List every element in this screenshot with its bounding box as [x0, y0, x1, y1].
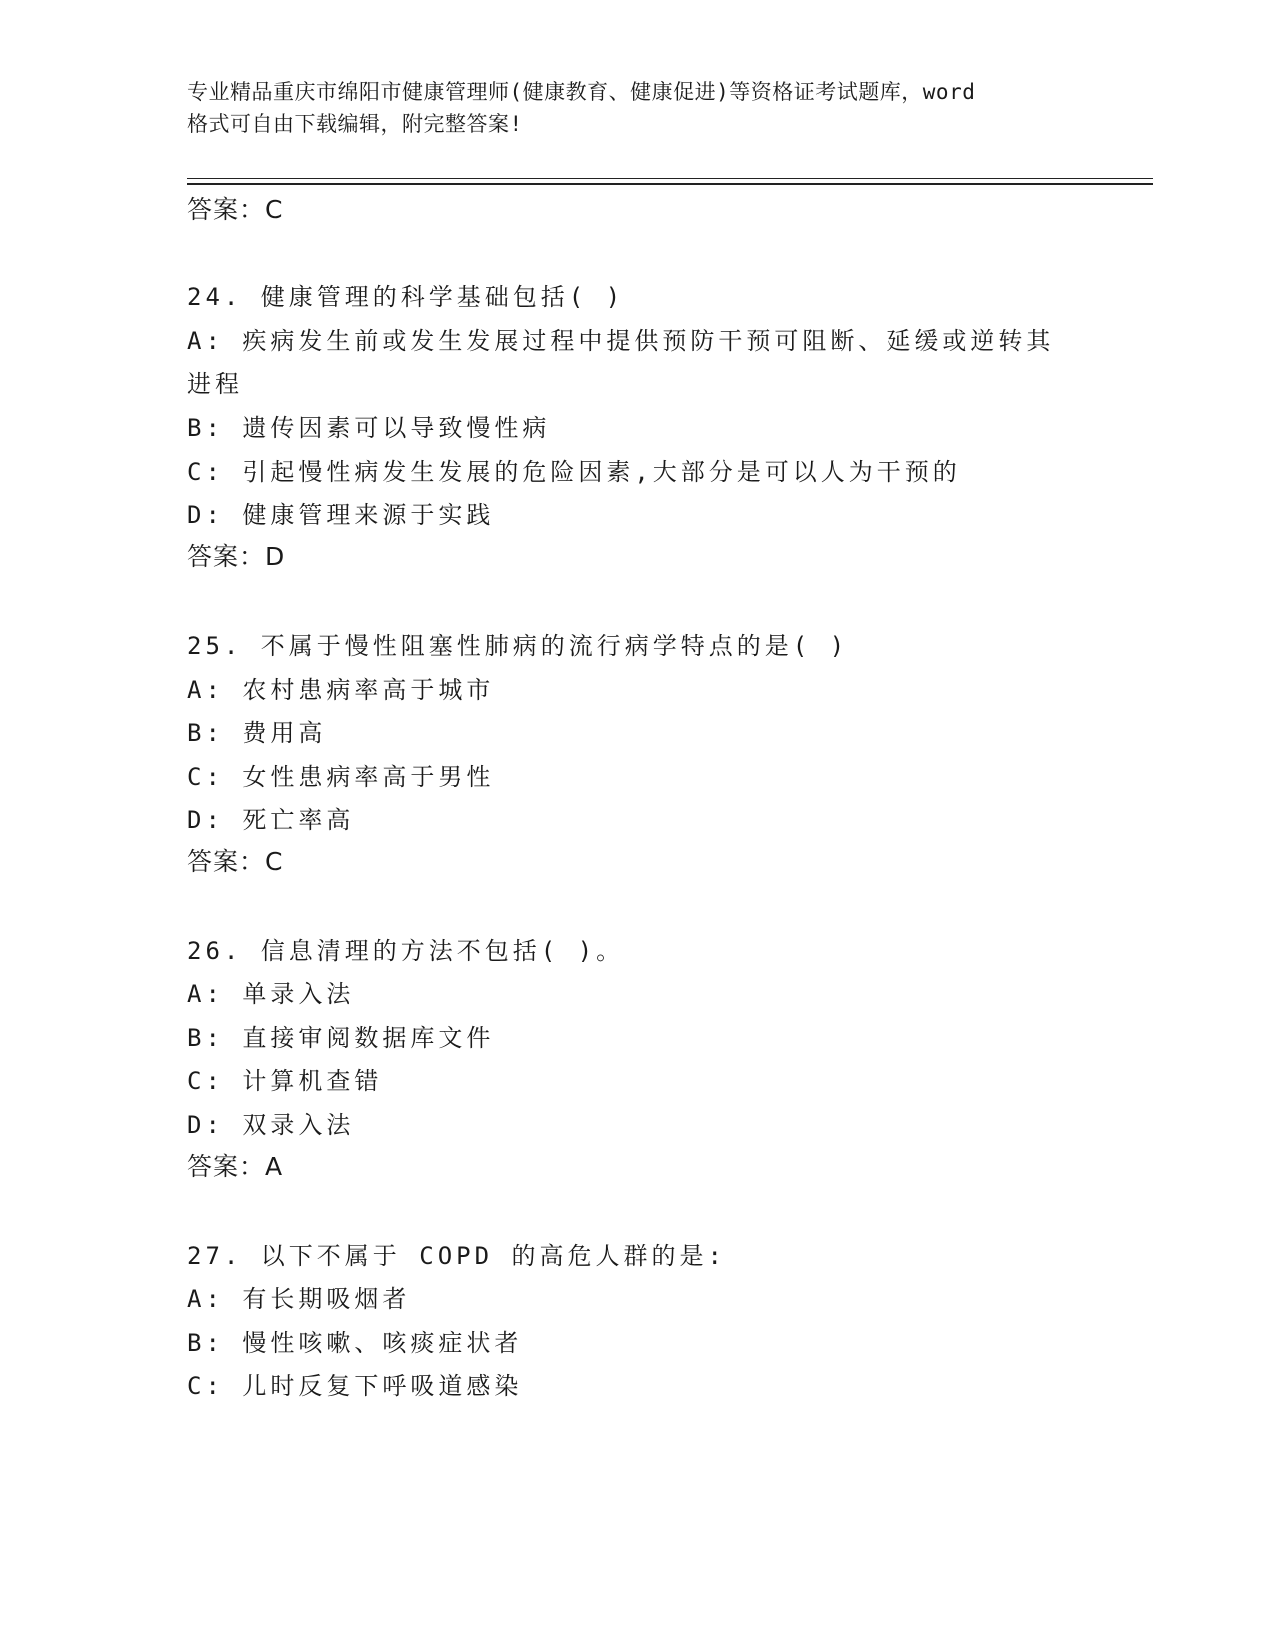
header-line-1: 专业精品重庆市绵阳市健康管理师(健康教育、健康促进)等资格证考试题库，word [187, 80, 976, 104]
question-24-option-d: D: 健康管理来源于实践 [187, 501, 495, 529]
answer-q26: 答案：A [187, 1152, 284, 1181]
question-26-option-a: A: 单录入法 [187, 980, 355, 1008]
question-27-option-c: C: 儿时反复下呼吸道感染 [187, 1372, 523, 1400]
answer-q24: 答案：D [187, 542, 286, 571]
question-24-option-a-continued: 进程 [187, 370, 243, 398]
header-divider-thin [187, 178, 1153, 179]
answer-q23: 答案：C [187, 195, 284, 224]
document-header [187, 76, 1087, 140]
question-25-option-d: D: 死亡率高 [187, 806, 355, 834]
question-26-option-d: D: 双录入法 [187, 1111, 355, 1139]
question-25-stem: 25. 不属于慢性阻塞性肺病的流行病学特点的是( ) [187, 632, 849, 660]
question-26-stem: 26. 信息清理的方法不包括( )。 [187, 937, 625, 965]
question-25-option-a: A: 农村患病率高于城市 [187, 676, 495, 704]
answer-q25: 答案：C [187, 847, 284, 876]
question-25-option-b: B: 费用高 [187, 719, 327, 747]
question-27-stem: 27. 以下不属于 COPD 的高危人群的是: [187, 1242, 726, 1270]
header-divider-thick [187, 183, 1153, 185]
question-25-option-c: C: 女性患病率高于男性 [187, 763, 495, 791]
question-27-option-a: A: 有长期吸烟者 [187, 1285, 411, 1313]
question-24-option-a: A: 疾病发生前或发生发展过程中提供预防干预可阻断、延缓或逆转其 [187, 327, 1055, 355]
question-26-option-b: B: 直接审阅数据库文件 [187, 1024, 495, 1052]
question-24-option-b: B: 遗传因素可以导致慢性病 [187, 414, 551, 442]
question-24-stem: 24. 健康管理的科学基础包括( ) [187, 283, 625, 311]
question-27-option-b: B: 慢性咳嗽、咳痰症状者 [187, 1329, 523, 1357]
header-line-2: 格式可自由下载编辑，附完整答案! [187, 112, 523, 136]
question-24-option-c: C: 引起慢性病发生发展的危险因素,大部分是可以人为干预的 [187, 458, 961, 486]
question-26-option-c: C: 计算机查错 [187, 1067, 383, 1095]
